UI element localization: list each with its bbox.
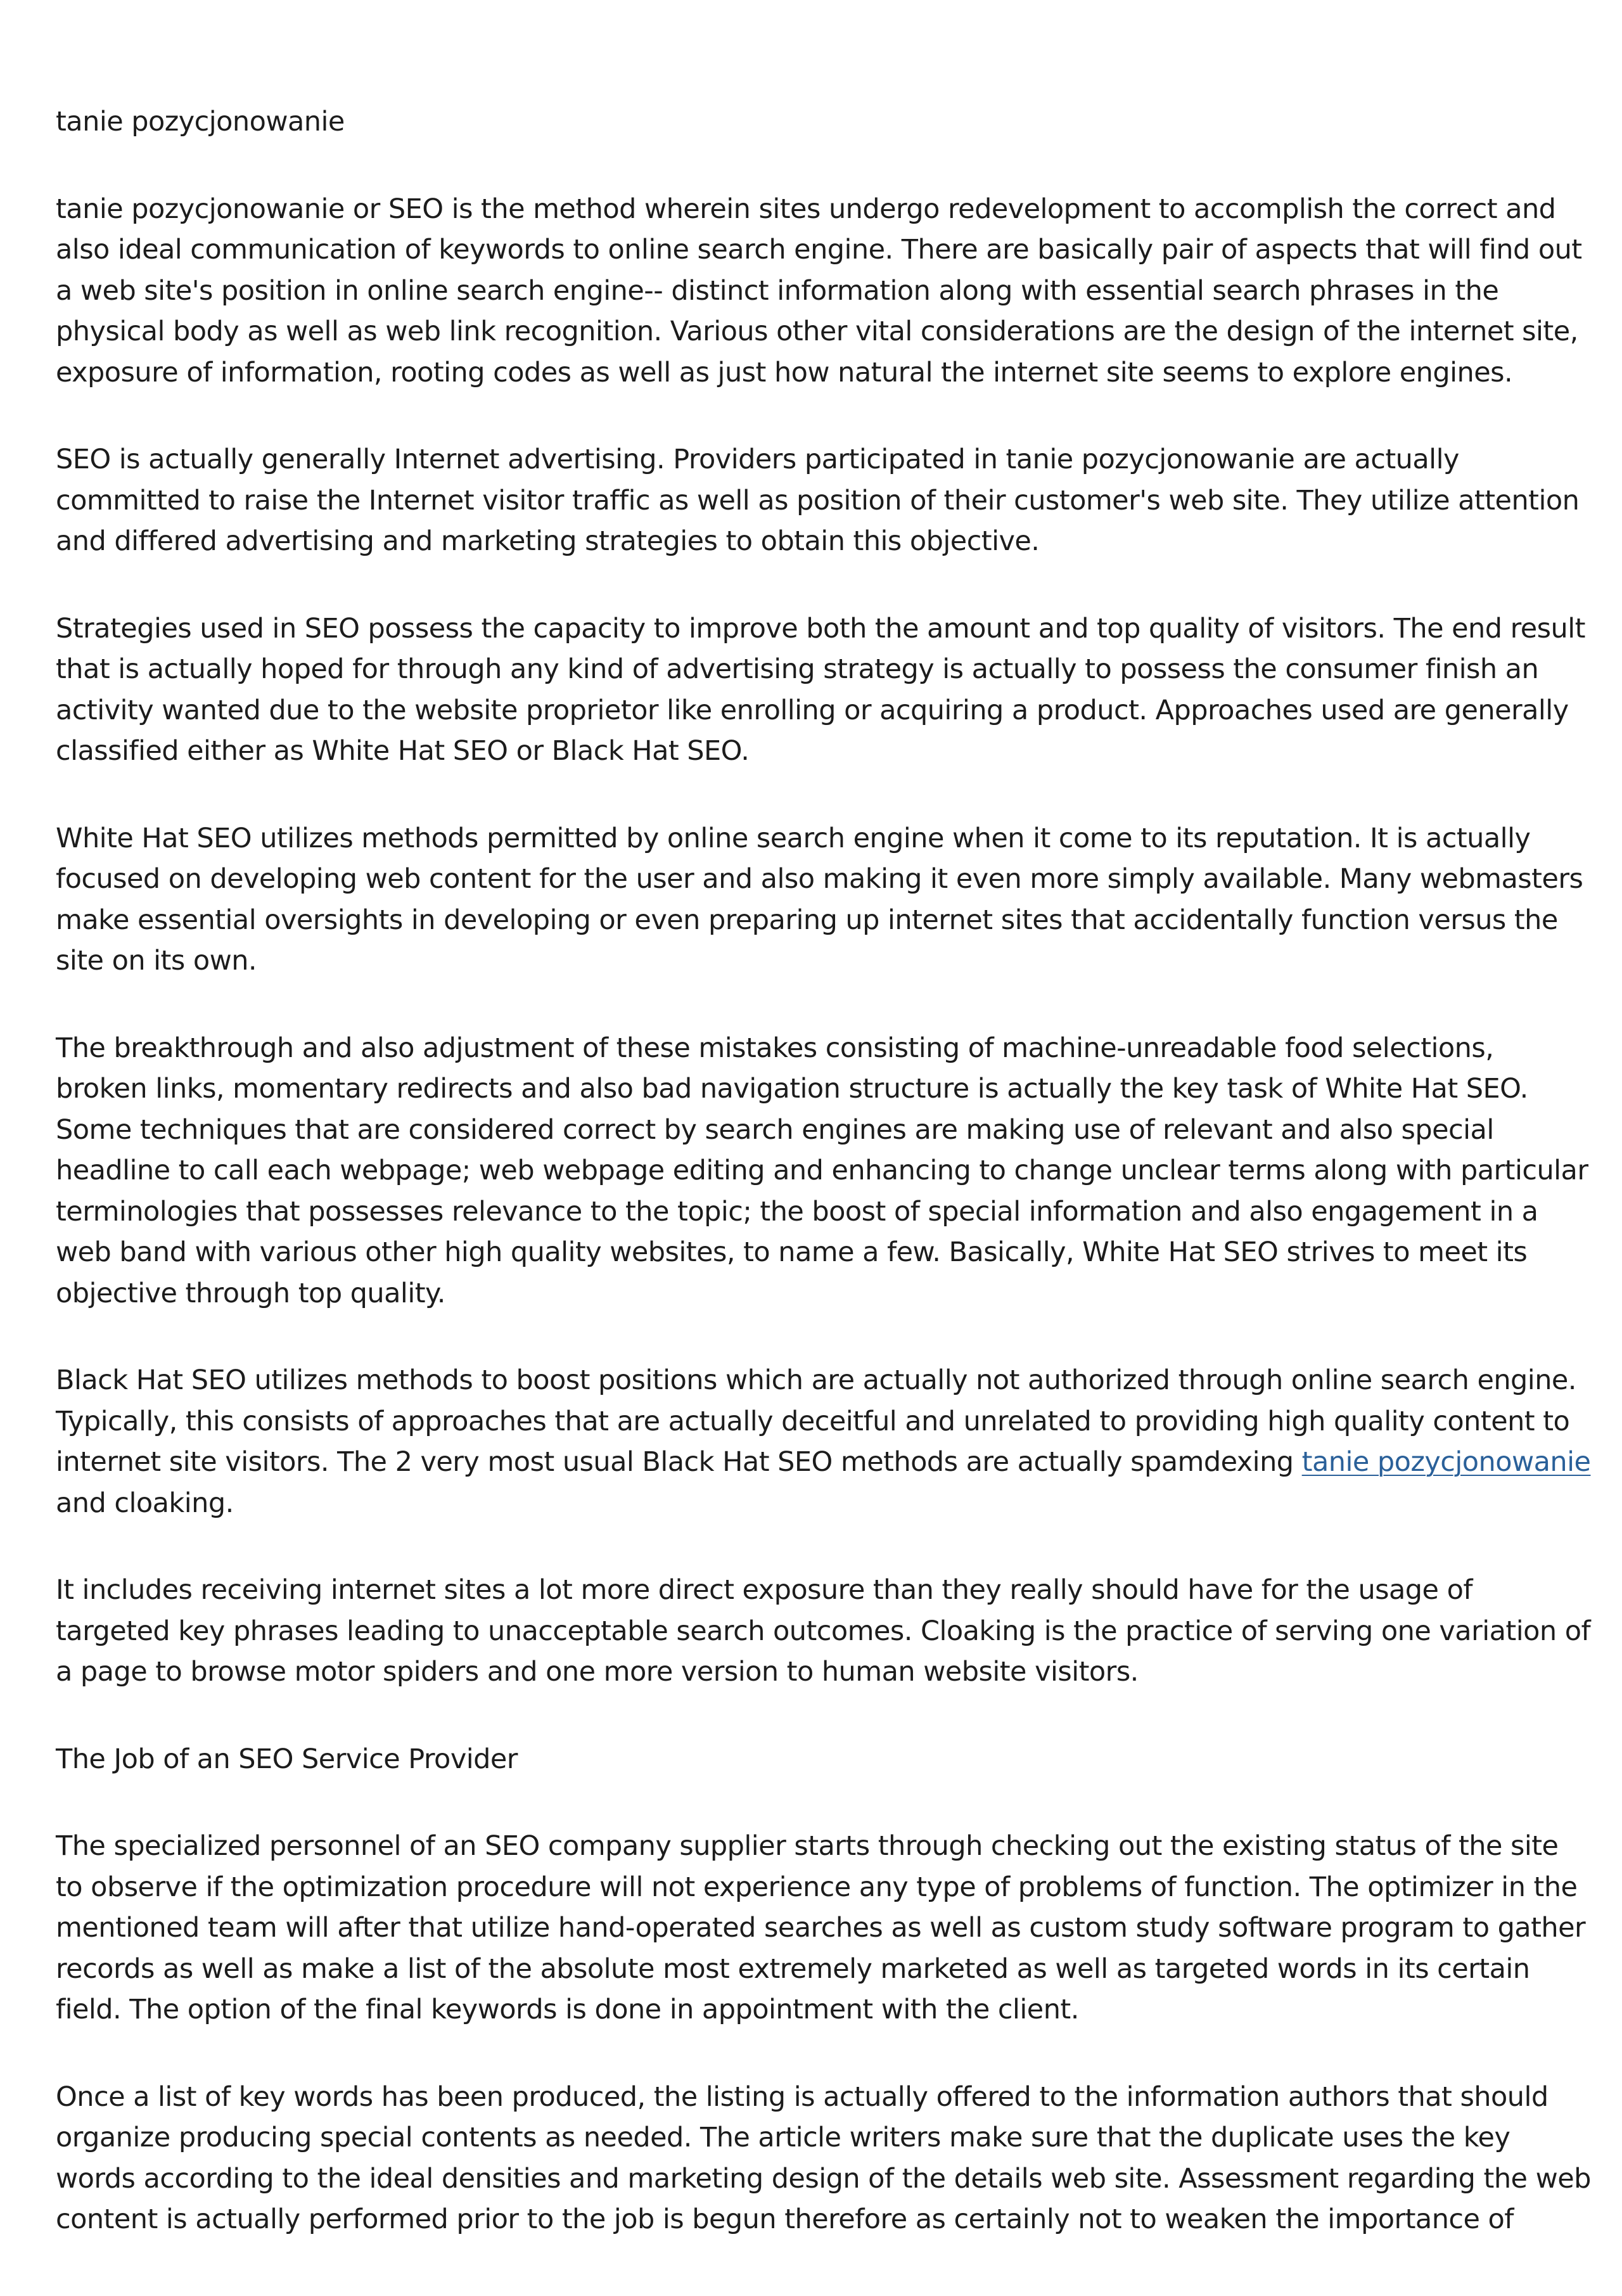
paragraph-specialized-personnel: The specialized personnel of an SEO company supplier starts through checking out the existing status of the site to observe if the optimization procedure will not experience any type of problems of function. The optimizer in the mentioned team will after that utilize hand-operated searches as well as custom study software program to gather records as well as make a list of the absolute most extremely marketed as well as targeted words in its certain field. The option of the final keywords is done in appointment with the client. <box>56 1830 1586 2025</box>
tanie-pozycjonowanie-link[interactable]: tanie pozycjonowanie <box>1301 1446 1591 1478</box>
paragraph-strategies: Strategies used in SEO possess the capacity to improve both the amount and top quality of visitors. The end result that is actually hoped for through any kind of advertising strategy is actually to possess the consumer finish an activity wanted due to the website proprietor like enrolling or acquiring a product. Approaches used are generally classified either as White Hat SEO or Black Hat SEO. <box>56 612 1585 767</box>
paragraph-breakthrough: The breakthrough and also adjustment of these mistakes consisting of machine-unreadable food selections, broken links, momentary redirects and also bad navigation structure is actually the key task of White Hat SEO. Some techniques that are considered correct by search engines are making use of relevant and also special headline to call each webpage; web webpage editing and enhancing to change unclear terms along with particular terminologies that possesses relevance to the topic; the boost of special information and also engagement in a web band with various other high quality websites, to name a few. Basically, White Hat SEO strives to meet its objective through top quality. <box>56 1032 1588 1309</box>
black-hat-text-after: and cloaking. <box>56 1487 234 1519</box>
paragraph-internet-advertising: SEO is actually generally Internet advertising. Providers participated in tanie pozycjonowanie are actually committed to raise the Internet visitor traffic as well as position of their customer's web site. They utilize attention and differed advertising and marketing strategies to obtain this objective. <box>56 444 1580 557</box>
paragraph-key-words-list: Once a list of key words has been produced, the listing is actually offered to the information authors that should organize producing special contents as needed. The article writers make sure that the duplicate uses the key words according to the ideal densities and marketing design of the details web site. Assessment regarding the web content is actually performed prior to the job is begun therefore as certainly not to weaken the importance of <box>56 2081 1591 2235</box>
section-heading: The Job of an SEO Service Provider <box>56 1743 518 1775</box>
document-body <box>56 101 1592 2240</box>
document-title: tanie pozycjonowanie <box>56 106 345 138</box>
paragraph-intro: tanie pozycjonowanie or SEO is the method wherein sites undergo redevelopment to accomplish the correct and also ideal communication of keywords to online search engine. There are basically pair of aspects that will find out a web site's position in online search engine-- distinct information along with essential search phrases in the physical body as well as web link recognition. Various other vital considerations are the design of the internet site, exposure of information, rooting codes as well as just how natural the internet site seems to explore engines. <box>56 193 1582 388</box>
paragraph-cloaking: It includes receiving internet sites a lot more direct exposure than they really should have for the usage of targeted key phrases leading to unacceptable search outcomes. Cloaking is the practice of serving one variation of a page to browse motor spiders and one more version to human website visitors. <box>56 1574 1591 1688</box>
paragraph-black-hat <box>56 1360 1592 1523</box>
black-hat-text-before: Black Hat SEO utilizes methods to boost positions which are actually not authorized through online search engine. Typically, this consists of approaches that are actually deceitful and unrelated to providing high quality content to internet site visitors. The 2 very most usual Black Hat SEO methods are actually spamdexing <box>56 1364 1576 1478</box>
paragraph-white-hat: White Hat SEO utilizes methods permitted by online search engine when it come to its reputation. It is actually focused on developing web content for the user and also making it even more simply available. Many webmasters make essential oversights in developing or even preparing up internet sites that accidentally function versus the site on its own. <box>56 822 1583 977</box>
